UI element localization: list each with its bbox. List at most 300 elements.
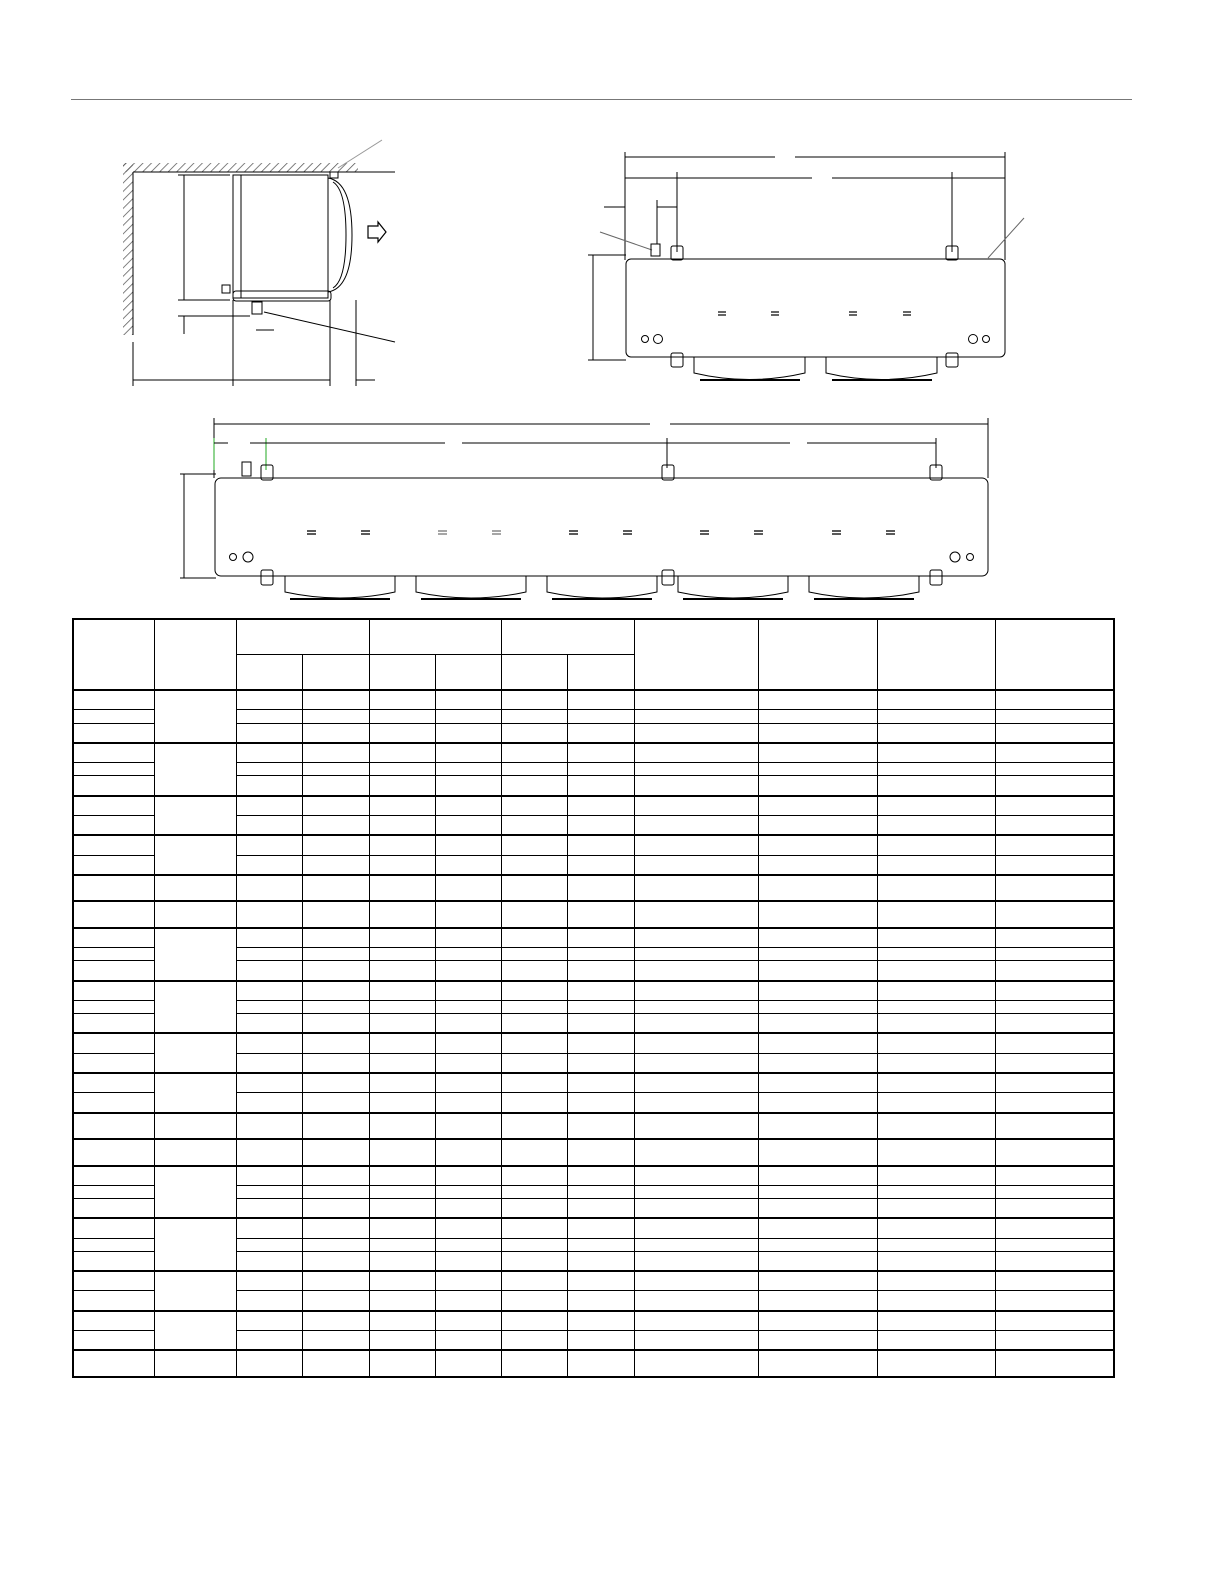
table-cell [758,981,877,1001]
table-cell [369,948,435,961]
table-cell [501,1053,567,1073]
table-cell [73,1291,154,1311]
table-cell [73,690,154,710]
table-cell [501,1271,567,1291]
header-col-11 [877,619,995,690]
table-cell [634,1218,758,1238]
table-cell [758,1199,877,1219]
table-cell [567,855,634,875]
table-cell [302,1033,369,1053]
table-cell [302,796,369,816]
table-cell [236,928,302,948]
table-cell [995,796,1114,816]
table-cell [634,723,758,743]
table-cell [995,1238,1114,1251]
table-cell [73,1238,154,1251]
table-cell [634,1291,758,1311]
table-cell [501,1000,567,1013]
table-cell [634,1311,758,1331]
table-cell [567,961,634,981]
unit-dimension-drawings [0,0,1224,610]
table-cell [995,1350,1114,1377]
table-cell [302,1350,369,1377]
table-cell [73,981,154,1001]
table-cell [369,763,435,776]
table-cell [369,690,435,710]
table-cell [877,1073,995,1093]
table-cell [634,1199,758,1219]
table-cell [302,1073,369,1093]
side-view-drawing [123,140,395,386]
header-group-a-sub-1 [236,655,302,691]
front-unit-body-large [215,478,988,576]
table-cell [877,1291,995,1311]
table-cell [236,855,302,875]
table-cell [236,1218,302,1238]
table-cell [877,961,995,981]
table-group-cell [154,690,236,743]
table-cell [236,948,302,961]
table-cell [877,1014,995,1034]
table-cell [369,1014,435,1034]
table-cell [302,1093,369,1113]
table-cell [634,1000,758,1013]
table-cell [73,1053,154,1073]
table-cell [369,1073,435,1093]
table-cell [302,1291,369,1311]
table-cell [435,855,501,875]
table-cell [369,1033,435,1053]
table-cell [435,1311,501,1331]
header-col-10 [758,619,877,690]
table-cell [236,1350,302,1377]
table-cell [73,723,154,743]
table-cell [877,776,995,796]
table-cell [634,1271,758,1291]
table-cell [567,1271,634,1291]
table-cell [995,901,1114,927]
table-cell [73,1311,154,1331]
table-cell [73,948,154,961]
table-cell [435,928,501,948]
table-cell [369,1251,435,1271]
side-grille [328,178,352,292]
table-cell [501,1251,567,1271]
table-cell [435,1251,501,1271]
table-cell [369,981,435,1001]
table-cell [634,1053,758,1073]
table-cell [634,1033,758,1053]
table-cell [501,1139,567,1165]
table-cell [73,1166,154,1186]
table-cell [634,743,758,763]
table-cell [634,1238,758,1251]
table-cell [236,1033,302,1053]
table-group-cell [154,835,236,875]
table-cell [236,981,302,1001]
table-cell [369,901,435,927]
table-cell [369,815,435,835]
header-col-2 [154,619,236,690]
table-cell [995,690,1114,710]
table-group-cell [154,928,236,981]
table-cell [995,763,1114,776]
table-cell [501,835,567,855]
table-cell [995,928,1114,948]
table-cell [634,1350,758,1377]
table-cell [995,1014,1114,1034]
table-cell [758,1350,877,1377]
table-cell [369,1000,435,1013]
table-cell [369,710,435,723]
table-cell [995,1093,1114,1113]
table-cell [236,1166,302,1186]
table-cell [877,723,995,743]
table-cell [435,1331,501,1351]
table-cell [995,1331,1114,1351]
table-cell [634,1073,758,1093]
table-cell [995,961,1114,981]
table-group-cell [154,1073,236,1113]
table-cell [302,875,369,901]
table-cell [995,1185,1114,1198]
table-cell [501,948,567,961]
header-group-b-sub-1 [369,655,435,691]
front-view-5-fan-drawing [180,418,988,599]
table-group-cell [154,1350,236,1377]
table-cell [758,1166,877,1186]
table-cell [567,1251,634,1271]
table-cell [634,1093,758,1113]
table-cell [995,1311,1114,1331]
table-row [73,743,1114,763]
table-cell [634,855,758,875]
table-cell [236,743,302,763]
table-cell [567,1093,634,1113]
table-cell [877,763,995,776]
table-cell [567,1311,634,1331]
table-cell [634,776,758,796]
table-cell [73,1251,154,1271]
table-cell [369,961,435,981]
table-cell [73,1000,154,1013]
table-cell [501,961,567,981]
table-cell [369,835,435,855]
table-cell [758,855,877,875]
table-cell [369,1331,435,1351]
table-cell [995,723,1114,743]
table-cell [877,835,995,855]
table-cell [877,1311,995,1331]
table-cell [236,901,302,927]
table-cell [567,1218,634,1238]
table-cell [567,835,634,855]
table-cell [236,1271,302,1291]
table-cell [567,1166,634,1186]
table-cell [567,1033,634,1053]
table-cell [501,1073,567,1093]
table-cell [877,1033,995,1053]
header-group-b [369,619,501,655]
table-cell [501,1331,567,1351]
table-cell [302,1000,369,1013]
table-cell [435,710,501,723]
table-cell [501,1311,567,1331]
table-cell [73,1139,154,1165]
table-cell [758,928,877,948]
table-cell [995,1199,1114,1219]
table-cell [877,901,995,927]
table-cell [435,961,501,981]
table-cell [369,1185,435,1198]
table-cell [435,981,501,1001]
table-cell [369,1238,435,1251]
table-cell [302,835,369,855]
table-cell [302,961,369,981]
table-cell [877,948,995,961]
table-cell [435,1166,501,1186]
table-cell [73,776,154,796]
table-cell [877,796,995,816]
table-cell [501,1199,567,1219]
table-cell [758,1291,877,1311]
table-cell [567,981,634,1001]
table-cell [877,855,995,875]
table-cell [236,1139,302,1165]
table-cell [435,875,501,901]
table-cell [758,875,877,901]
table-cell [634,948,758,961]
table-cell [236,1331,302,1351]
table-cell [73,763,154,776]
table-cell [435,815,501,835]
table-cell [302,776,369,796]
header-col-9 [634,619,758,690]
table-cell [73,835,154,855]
table-cell [435,901,501,927]
table-cell [877,1331,995,1351]
table-cell [995,1139,1114,1165]
table-cell [877,981,995,1001]
table-cell [877,743,995,763]
table-cell [758,1073,877,1093]
table-cell [501,1166,567,1186]
side-unit-body [233,175,328,298]
table-cell [567,743,634,763]
table-cell [435,835,501,855]
table-cell [501,1093,567,1113]
table-cell [567,1053,634,1073]
table-row [73,835,1114,855]
table-cell [758,1113,877,1139]
table-cell [567,928,634,948]
table-cell [758,1014,877,1034]
table-cell [236,1093,302,1113]
table-cell [877,1199,995,1219]
table-cell [236,1238,302,1251]
header-group-c [501,619,634,655]
table-cell [634,901,758,927]
table-group-cell [154,1113,236,1139]
table-cell [302,901,369,927]
fan-housing [826,357,937,380]
table-cell [877,1218,995,1238]
table-cell [73,743,154,763]
table-cell [435,1291,501,1311]
table-row [73,1113,1114,1139]
table-cell [73,928,154,948]
table-cell [236,796,302,816]
table-cell [995,1000,1114,1013]
table-cell [634,1331,758,1351]
table-cell [435,1093,501,1113]
table-cell [567,875,634,901]
table-cell [236,815,302,835]
table-cell [302,1199,369,1219]
table-cell [302,1331,369,1351]
table-cell [877,690,995,710]
table-cell [634,763,758,776]
table-cell [758,901,877,927]
table-cell [369,1166,435,1186]
table-cell [634,1166,758,1186]
table-cell [501,1350,567,1377]
table-cell [369,1093,435,1113]
table-cell [369,928,435,948]
table-cell [995,1166,1114,1186]
table-cell [435,1073,501,1093]
table-cell [236,776,302,796]
table-cell [302,690,369,710]
table-cell [236,1185,302,1198]
table-cell [758,835,877,855]
table-cell [369,723,435,743]
table-cell [877,875,995,901]
table-cell [995,875,1114,901]
table-cell [995,835,1114,855]
table-cell [758,723,877,743]
table-cell [73,1199,154,1219]
table-cell [758,1271,877,1291]
table-cell [435,690,501,710]
table-cell [501,1218,567,1238]
table-cell [302,1238,369,1251]
header-group-c-sub-1 [501,655,567,691]
table-cell [236,1291,302,1311]
table-cell [73,1014,154,1034]
table-cell [995,855,1114,875]
table-cell [73,1113,154,1139]
table-cell [302,1113,369,1139]
table-cell [435,1139,501,1165]
table-cell [302,1185,369,1198]
table-cell [236,710,302,723]
table-row [73,1311,1114,1331]
table-cell [758,763,877,776]
table-cell [236,723,302,743]
side-drain [252,302,262,314]
table-cell [877,1053,995,1073]
table-cell [302,1139,369,1165]
table-cell [758,743,877,763]
table-group-cell [154,1139,236,1165]
table-cell [302,1014,369,1034]
table-cell [758,1139,877,1165]
table-cell [501,981,567,1001]
table-cell [501,1014,567,1034]
table-cell [73,1033,154,1053]
table-cell [877,1000,995,1013]
table-cell [435,1218,501,1238]
table-cell [236,1014,302,1034]
table-cell [501,776,567,796]
table-cell [236,1053,302,1073]
table-cell [758,1311,877,1331]
table-cell [302,948,369,961]
fan-housing [694,357,805,380]
table-cell [369,1311,435,1331]
table-cell [877,928,995,948]
table-cell [567,948,634,961]
table-cell [369,1291,435,1311]
table-cell [995,1271,1114,1291]
table-cell [501,1185,567,1198]
table-cell [73,710,154,723]
table-cell [877,1238,995,1251]
table-cell [995,743,1114,763]
table-cell [435,776,501,796]
table-cell [73,875,154,901]
table-cell [302,855,369,875]
table-cell [995,1218,1114,1238]
header-col-1 [73,619,154,690]
table-cell [567,690,634,710]
airflow-arrow-icon [368,222,386,242]
table-cell [758,1331,877,1351]
table-cell [877,1113,995,1139]
table-cell [567,1238,634,1251]
table-cell [634,1113,758,1139]
table-cell [501,855,567,875]
table-cell [877,1271,995,1291]
table-cell [567,763,634,776]
table-cell [877,1139,995,1165]
table-row [73,690,1114,710]
table-cell [302,1053,369,1073]
table-cell [435,1350,501,1377]
table-cell [236,690,302,710]
table-cell [73,1218,154,1238]
table-cell [758,710,877,723]
table-cell [501,763,567,776]
table-row [73,1271,1114,1291]
table-cell [567,710,634,723]
table-cell [369,875,435,901]
table-cell [435,796,501,816]
table-cell [634,835,758,855]
table-cell [73,815,154,835]
table-cell [435,1271,501,1291]
pipe-connection [242,462,251,476]
table-cell [567,723,634,743]
table-cell [236,875,302,901]
table-cell [877,1166,995,1186]
table-cell [435,1014,501,1034]
table-row [73,981,1114,1001]
header-group-c-sub-2 [567,655,634,691]
table-cell [73,1073,154,1093]
table-cell [567,1199,634,1219]
